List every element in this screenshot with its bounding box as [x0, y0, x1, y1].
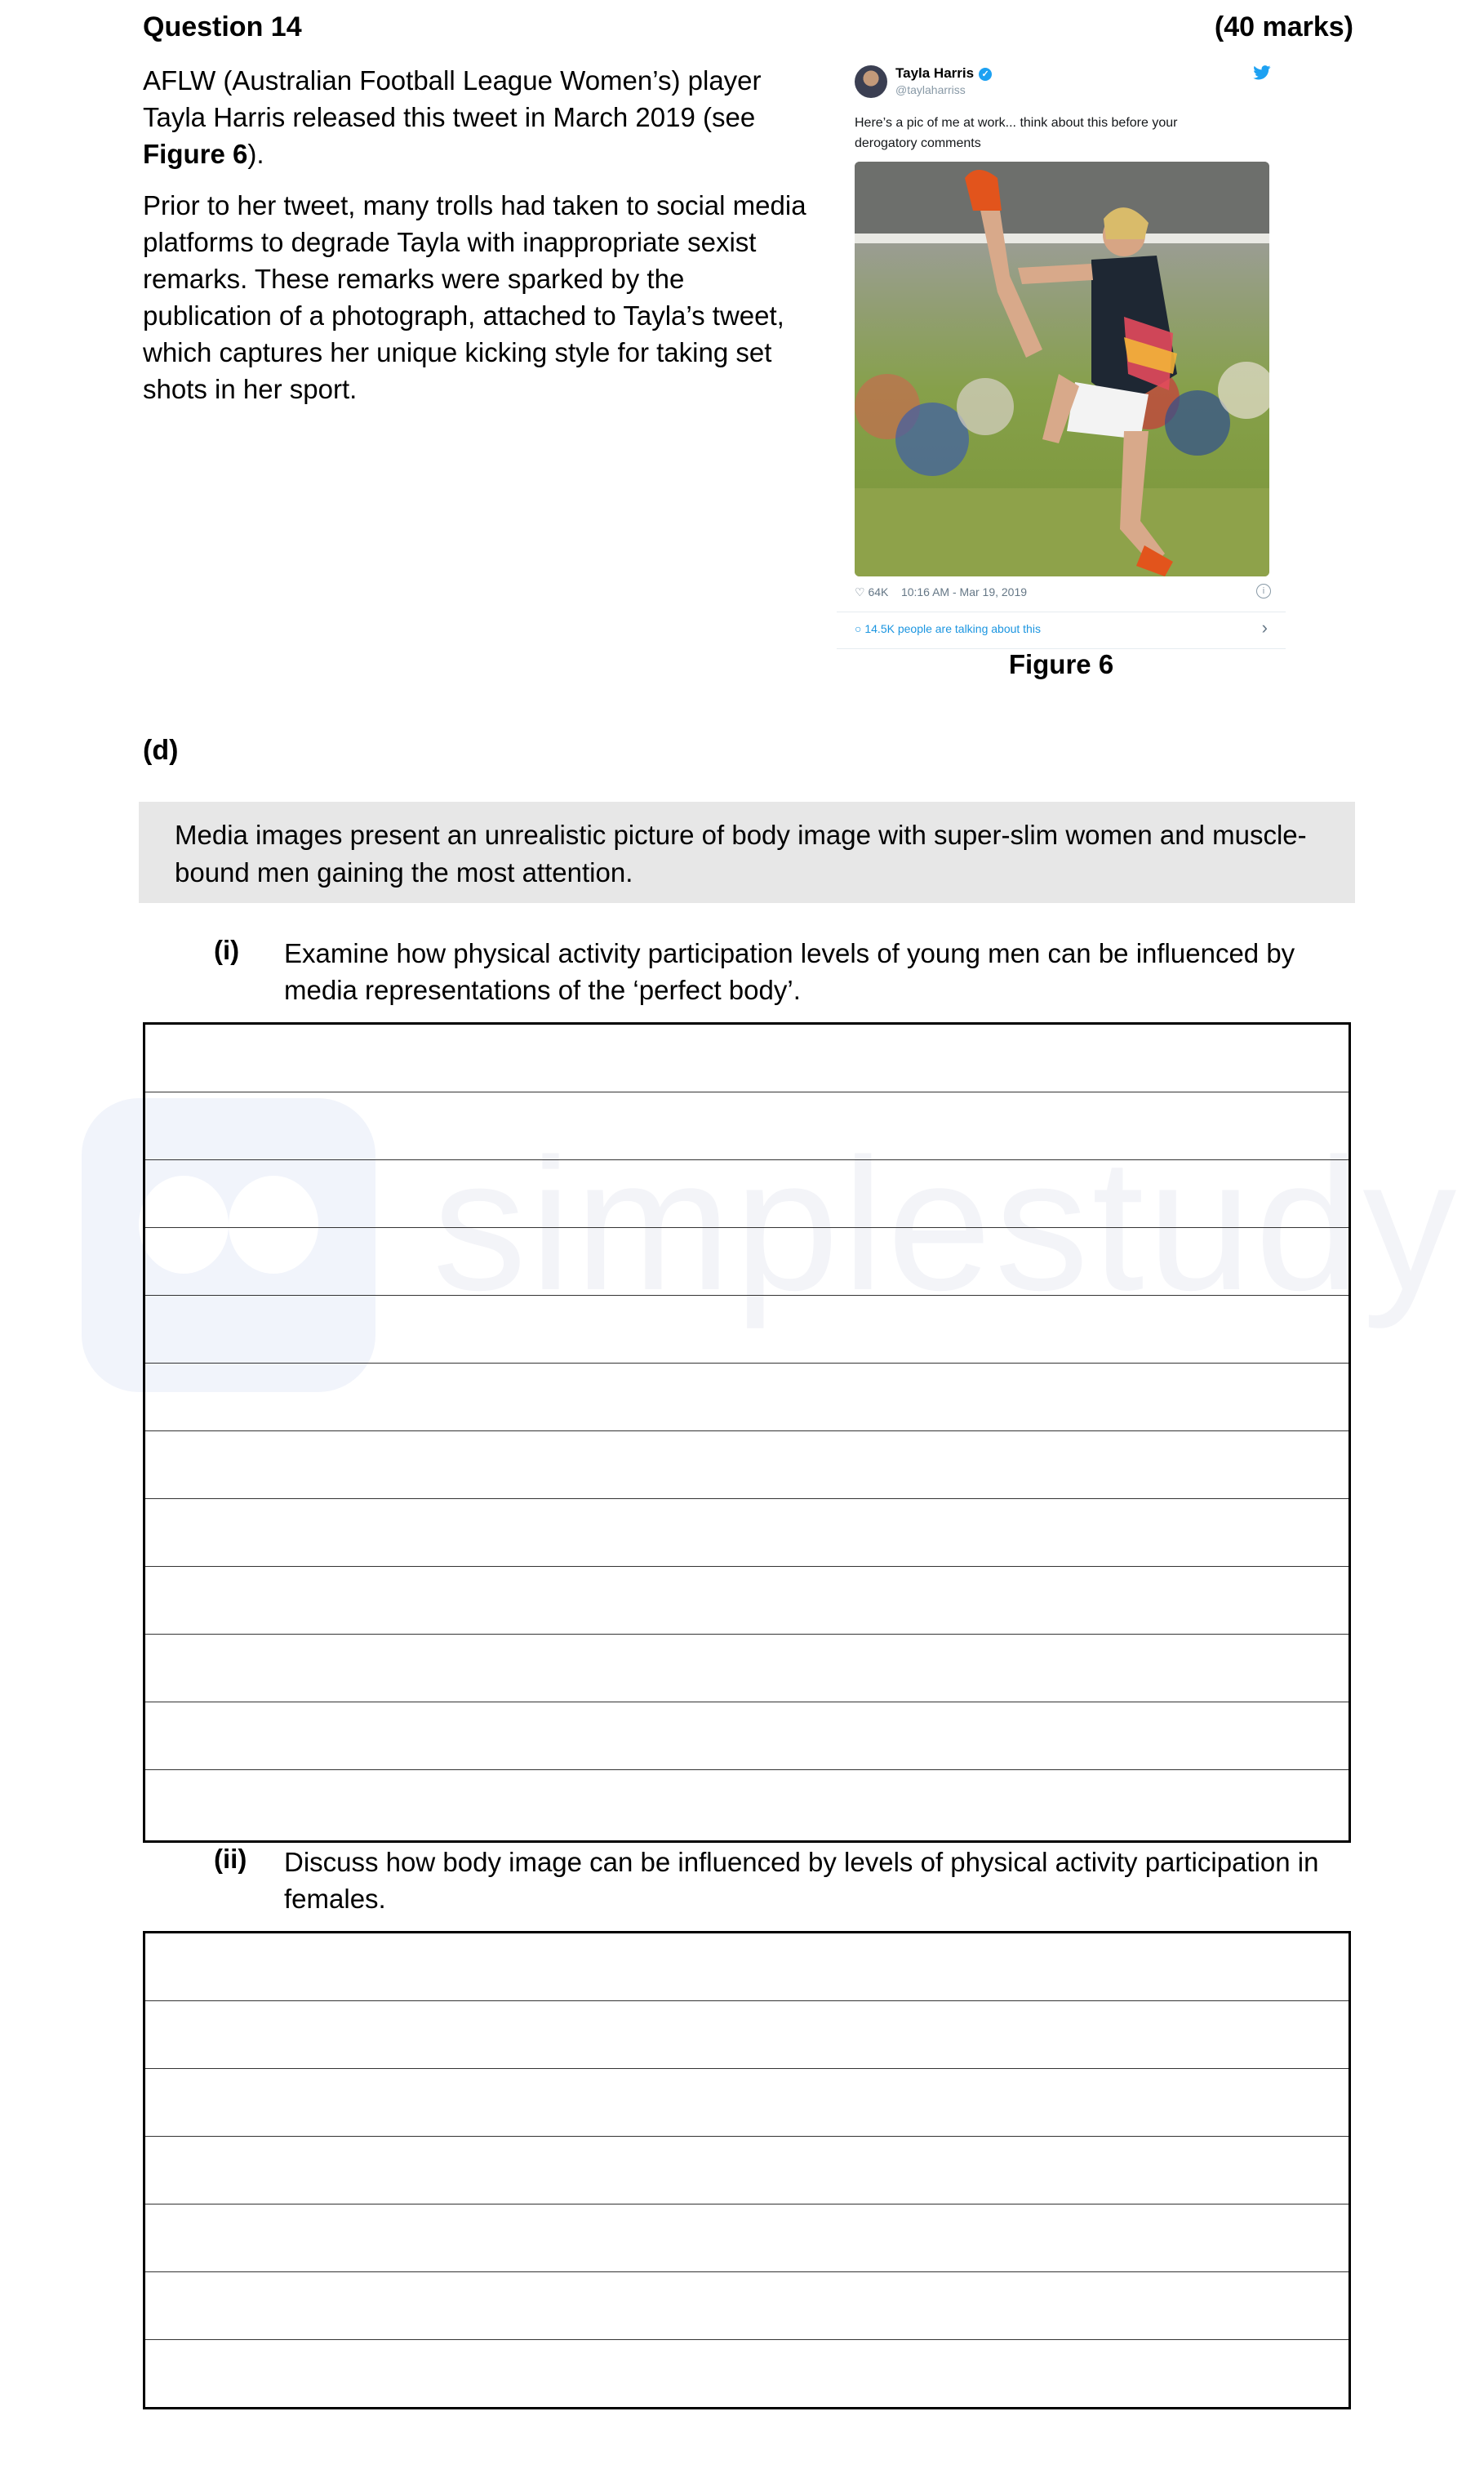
answer-line[interactable]: [145, 1296, 1348, 1364]
answer-line[interactable]: [145, 2204, 1348, 2272]
watermark-text: simplestudy: [433, 1119, 1460, 1329]
tweet-author-handle: @taylaharriss: [895, 83, 966, 96]
comment-icon: ○: [855, 622, 862, 635]
question-marks: (40 marks): [1214, 11, 1353, 42]
answer-line[interactable]: [145, 2069, 1348, 2137]
sub-question-i-label: (i): [214, 935, 240, 965]
verified-icon: ✓: [979, 68, 992, 81]
answer-line[interactable]: [145, 1364, 1348, 1431]
avatar: [855, 65, 887, 98]
chevron-right-icon[interactable]: ›: [1261, 617, 1268, 638]
twitter-bird-icon: [1253, 64, 1271, 85]
answer-line[interactable]: [145, 1635, 1348, 1702]
tweet-embed: [837, 59, 1286, 651]
tweet-photo[interactable]: [855, 162, 1269, 576]
info-icon[interactable]: i: [1256, 584, 1271, 598]
answer-line[interactable]: [145, 2137, 1348, 2204]
answer-line[interactable]: [145, 2001, 1348, 2069]
answer-line[interactable]: [145, 1228, 1348, 1296]
sub-question-ii-label: (ii): [214, 1844, 247, 1874]
answer-box-i[interactable]: [143, 1022, 1351, 1843]
intro-paragraph-2: Prior to her tweet, many trolls had taken to social media platforms to degrade Tayla with inappropriate sexist remarks. These remarks were sparked by the publication of a photograph, attached to Tayla’s tweet, which captures her unique kicking style for taking set shots in her sport.: [143, 190, 806, 404]
sub-question-i-text: Examine how physical activity participation levels of young men can be influenced by media representations of the ‘perfect body’.: [284, 938, 1295, 1005]
tweet-likes: 64K: [868, 585, 889, 598]
answer-line[interactable]: [145, 1567, 1348, 1635]
answer-line[interactable]: [145, 2272, 1348, 2340]
sub-question-ii-text: Discuss how body image can be influenced by levels of physical activity participation in females.: [284, 1847, 1319, 1914]
figure-caption: Figure 6: [1008, 649, 1114, 679]
answer-line[interactable]: [145, 1025, 1348, 1092]
tweet-text: Here’s a pic of me at work... think about this before your derogatory comments: [855, 116, 1178, 150]
tweet-timestamp[interactable]: 10:16 AM - Mar 19, 2019: [900, 585, 1028, 598]
question-title: Question 14: [143, 11, 302, 42]
intro-text: [143, 62, 812, 422]
answer-line[interactable]: [145, 2340, 1348, 2408]
answer-line[interactable]: [145, 1499, 1348, 1567]
answer-line[interactable]: [145, 1431, 1348, 1499]
tweet-meta: [855, 585, 1271, 599]
heart-icon[interactable]: ♡: [855, 585, 865, 598]
tweet-talking-link[interactable]: ○ 14.5K people are talking about this: [855, 622, 1041, 635]
tweet-author-name: Tayla Harris ✓: [895, 65, 992, 82]
answer-line[interactable]: [145, 1092, 1348, 1160]
part-d-label: (d): [143, 735, 179, 766]
answer-line[interactable]: [145, 1160, 1348, 1228]
answer-line[interactable]: [145, 1702, 1348, 1770]
answer-line[interactable]: [145, 1770, 1348, 1838]
answer-line[interactable]: [145, 1933, 1348, 2001]
answer-box-ii[interactable]: [143, 1931, 1351, 2409]
intro-paragraph-1: AFLW (Australian Football League Women’s) player Tayla Harris released this tweet in March 2019 (see Figure 6).: [143, 65, 762, 169]
stimulus-box: Media images present an unrealistic picture of body image with super-slim women and muscle-bound men gaining the most attention.: [139, 802, 1355, 903]
